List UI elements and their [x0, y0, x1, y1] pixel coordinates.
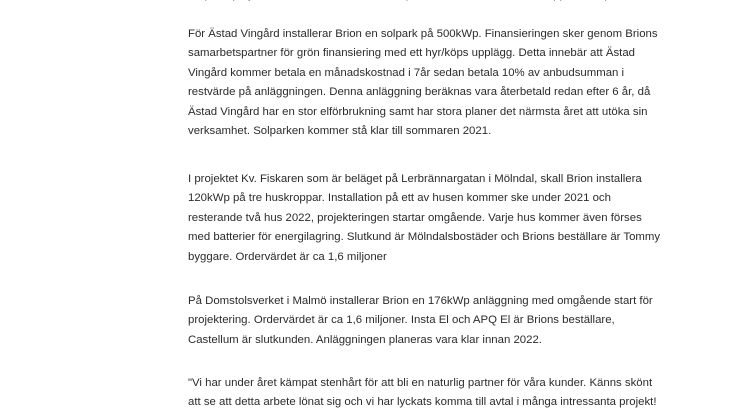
paragraph-domstolsverket: [188, 292, 728, 351]
text-line: 120kWp på tre huskroppar. Installation på ett av husen kommer ske under 2021 och: [188, 192, 611, 205]
text-line: Ästad Vingård har en stor elförbrukning samt har stora planer det närmsta året att utöka sin: [188, 105, 648, 118]
paragraph-astad-vingard: [188, 25, 728, 143]
text-line: restvärde på anläggningen. Denna anläggning beräknas vara återbetald redan efter 6 år, då: [188, 86, 651, 99]
text-line: För Ästad Vingård installerar Brion en solpark på 500kWp. Finansieringen sker genom Brions: [188, 27, 658, 40]
text-line: På Domstolsverket i Malmö installerar Brion en 176kWp anläggning med omgående start för: [188, 294, 653, 307]
text-line: byggare. Ordervärdet är ca 1,6 miljoner: [188, 250, 387, 263]
paragraph-cut-off-top: [188, 0, 728, 6]
paragraph-kv-fiskaren: [188, 170, 728, 268]
text-line: I projektet Kv. Fiskaren som är beläget på Lerbrännargatan i Mölndal, skall Brion installera: [188, 172, 642, 185]
text-line: att se att detta arbete lönat sig och vi har lyckats komma till avtal i många intressanta projekt!: [188, 396, 657, 409]
text-line: resterande två hus 2022, projekteringen startar omgående. Varje hus kommer även förses: [188, 211, 642, 224]
text-line: samarbetspartner för grön finansiering med ett hyr/köps upplägg. Detta innebär att Ästad: [188, 47, 636, 60]
text-line: Castellum är slutkunden. Anläggningen planeras vara klar innan 2022.: [188, 333, 542, 346]
text-line: projektering. Ordervärdet är ca 1,6 miljoner. Insta El och APQ El är Brions beställare,: [188, 314, 615, 327]
text-line: "Vi har under året kämpat stenhårt för att bli en naturlig partner för våra kunder. Känns skönt: [188, 376, 653, 389]
text-line: Vingård kommer betala en månadskostnad i 7år sedan betala 10% av anbudsumman i: [188, 66, 625, 79]
text-line: verksamhet. Solparken kommer stå klar till sommaren 2021.: [188, 125, 492, 138]
paragraph-quote: [188, 374, 728, 413]
text-line: [188, 0, 728, 6]
text-line: med batterier för energilagring. Slutkund är Mölndalsbostäder och Brions beställare är Tommy: [188, 231, 661, 244]
